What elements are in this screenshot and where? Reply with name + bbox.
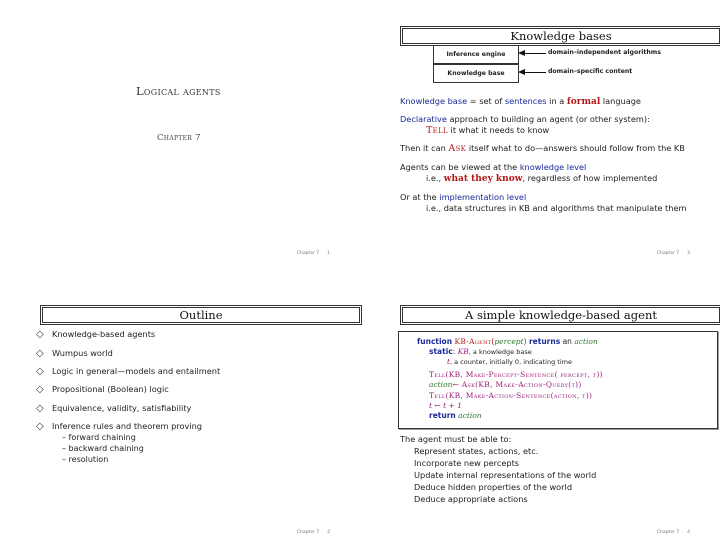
code-line: function KB-Agent(percept) returns an action: [417, 337, 598, 346]
slide-heading-box: [40, 305, 362, 325]
sub-list-item: – forward chaining: [62, 433, 136, 442]
slide-heading-box: [400, 26, 720, 46]
diamond-icon: ◇: [36, 384, 44, 395]
list-item: Update internal representations of the world: [414, 470, 597, 480]
code-line: Tell(KB, Make-Action-Sentence(action, t)): [429, 391, 593, 400]
code-line: t ← t + 1: [429, 401, 462, 410]
slide-footer: Chapter 7 4: [656, 530, 690, 535]
slide-title-heading: Logical agents: [136, 84, 221, 98]
slide-title: [0, 0, 360, 278]
slide-footer: Chapter 7 3: [656, 251, 690, 256]
slide-chapter: Chapter 7: [157, 133, 201, 143]
list-item: Incorporate new percepts: [414, 458, 520, 468]
slide-heading: Knowledge bases: [510, 29, 612, 43]
code-line: return action: [429, 411, 482, 420]
list-item: ◇ Inference rules and theorem proving: [36, 421, 202, 432]
list-item: ◇ Equivalence, validity, satisfiability: [36, 403, 192, 414]
list-item: ◇ Knowledge-based agents: [36, 329, 156, 340]
code-line: Tell(KB, Make-Percept-Sentence( percept, t)): [429, 370, 603, 379]
code-line: action← Ask(KB, Make-Action-Query(t)): [429, 380, 582, 389]
diamond-icon: ◇: [36, 366, 44, 377]
ask-paragraph: Then it can Ask itself what to do—answers should follow from the KB: [400, 143, 685, 154]
domain-specific-label: domain–specific content: [548, 68, 633, 75]
diamond-icon: ◇: [36, 403, 44, 414]
list-item: ◇ Logic in general—models and entailment: [36, 366, 221, 377]
list-item: ◇ Wumpus world: [36, 348, 113, 359]
arrow-line: [524, 53, 546, 54]
list-item: Deduce appropriate actions: [414, 494, 528, 504]
list-item: ◇ Propositional (Boolean) logic: [36, 384, 169, 395]
declarative-paragraph: Declarative approach to building an agent (or other system): Tell it what it needs to know: [400, 114, 650, 136]
sub-list-item: – backward chaining: [62, 444, 144, 453]
sub-list-item: – resolution: [62, 455, 109, 464]
slide-footer: Chapter 7 1: [296, 251, 330, 256]
arrow-line: [524, 72, 546, 73]
knowledge-level-paragraph: Agents can be viewed at the knowledge level i.e., what they know, regardless of how implemented: [400, 162, 658, 184]
code-line: t, a counter, initially 0, indicating time: [447, 357, 572, 366]
slide-footer: Chapter 7 2: [296, 530, 330, 535]
list-item: Represent states, actions, etc.: [414, 446, 539, 456]
domain-independent-label: domain–independent algorithms: [548, 49, 661, 56]
code-box: [398, 331, 718, 429]
diamond-icon: ◇: [36, 329, 44, 340]
list-item: Deduce hidden properties of the world: [414, 482, 573, 492]
slide-knowledge-bases: [360, 0, 720, 278]
slide-outline: [0, 279, 360, 557]
diamond-icon: ◇: [36, 421, 44, 432]
knowledge-base-box: Knowledge base: [433, 64, 519, 83]
kb-definition: Knowledge base = set of sentences in a formal language: [400, 96, 641, 107]
slide-heading: A simple knowledge-based agent: [465, 308, 657, 322]
slide-heading-box: [400, 305, 720, 325]
agent-abilities-intro: The agent must be able to:: [400, 434, 512, 444]
slide-heading: Outline: [179, 308, 223, 322]
diamond-icon: ◇: [36, 348, 44, 359]
slide-kb-agent: [360, 279, 720, 557]
code-line: static: KB, a knowledge base: [429, 347, 532, 356]
inference-engine-box: Inference engine: [433, 45, 519, 64]
implementation-level-paragraph: Or at the implementation level i.e., data structures in KB and algorithms that manipulate them: [400, 192, 687, 213]
